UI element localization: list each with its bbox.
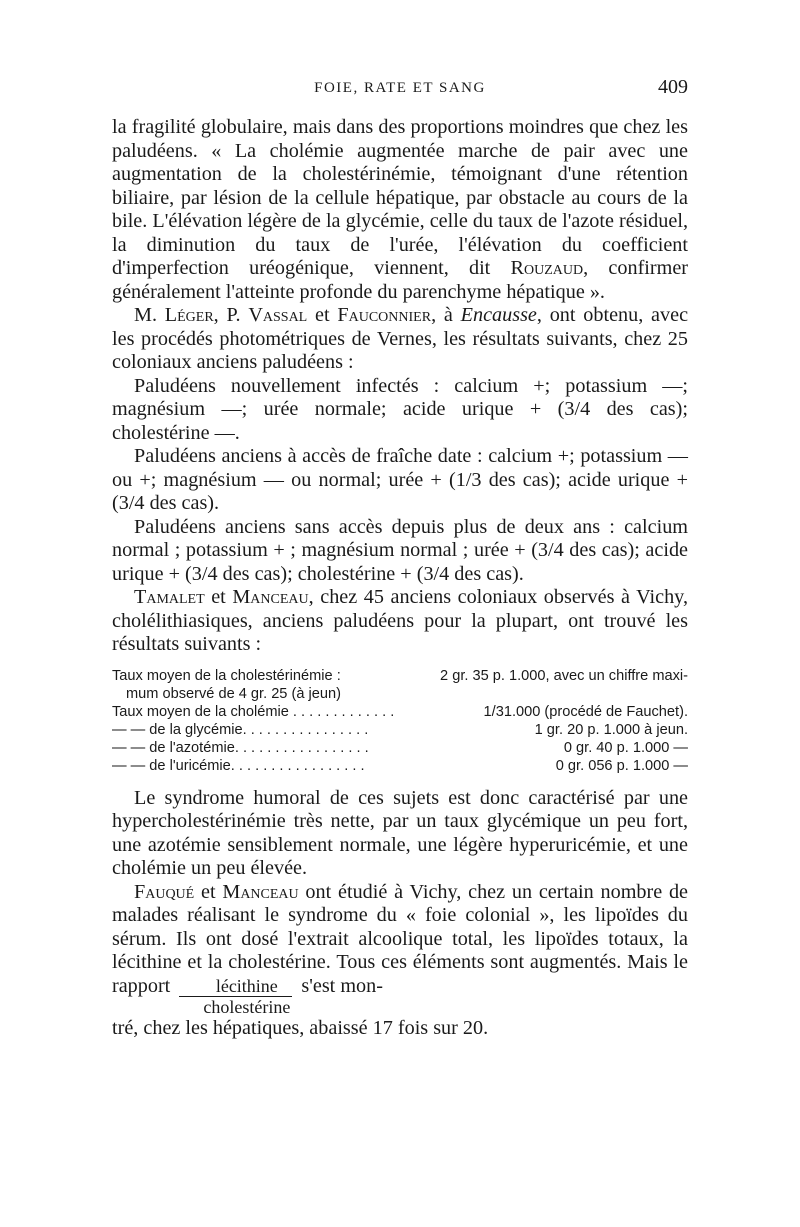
page-number: 409 [658, 76, 688, 98]
author-name: Tamalet [134, 586, 205, 608]
results-table [112, 667, 688, 775]
author-name: Manceau [222, 880, 299, 903]
ratio-fraction: $\frac{\text{lécithine}}{\text{cholestérine}}$ [179, 976, 292, 1017]
paragraph-2: M. Léger, P. Vassal et Fauconnier, à Encausse, ont obtenu, avec les procédés photométriques de Vernes, les résultats suivants, chez 25 coloniaux anciens paludéens : [112, 304, 689, 373]
paragraph-1: la fragilité globulaire, mais dans des proportions moindres que chez les paludéens. « La cholémie augmentée marche de pair avec une augmentation de la cholestérinémie, témoignant d'une rétention biliaire, par lésion de la cellule hépatique, par obstacle au cours de la bile. L'élévation légère de la glycémie, celle du taux de l'azote résiduel, la diminution du taux de l'urée, l'élévation du coefficient d'imperfection uréogénique, viennent, dit Rouzaud, confirmer généralement l'atteinte profonde du parenchyme hépatique ». [112, 116, 689, 303]
page-header [0, 76, 800, 104]
paragraph-8: Fauqué et Manceau ont étudié à Vichy, chez un certain nombre de malades réalisant le syndrome du « foie colonial », les lipoïdes du sérum. Ils ont dosé l'extrait alcoolique total, les lipoïdes totaux, la lécithine et la cholestérine. Tous ces éléments sont augmentés. Mais le rapport $\frac{\text{lécithine}}{\text{cholestérine}}$ s'est mon- [112, 880, 689, 1017]
table-row: Taux moyen de la cholémie . . . . . . . . . . . . . 1/31.000 (procédé de Fauchet). [112, 703, 688, 720]
author-name: Fauconnier [337, 304, 432, 326]
paragraph-5: Paludéens anciens sans accès depuis plus de deux ans : calcium normal ; potassium + ; magnésium normal ; urée + (3/4 des cas); acide urique + (3/4 des cas); cholestérine + (3/4 des cas). [112, 515, 688, 585]
paragraph-8-end: tré, chez les hépatiques, abaissé 17 fois sur 20. [112, 1016, 489, 1039]
paragraph-6: Tamalet et Manceau, chez 45 anciens coloniaux observés à Vichy, cholélithiasiques, anciens paludéens pour la plupart, ont trouvé les résultats suivants : [112, 586, 689, 655]
table-row: — — de la glycémie. . . . . . . . . . . . . . . . 1 gr. 20 p. 1.000 à jeun. [112, 721, 688, 738]
table-row: — — de l'uricémie. . . . . . . . . . . . . . . . . 0 gr. 056 p. 1.000 — [112, 757, 688, 774]
table-row: mum observé de 4 gr. 25 (à jeun) [126, 685, 341, 702]
table-row: — — de l'azotémie. . . . . . . . . . . . . . . . . 0 gr. 40 p. 1.000 — [112, 739, 688, 756]
italic-name: Encausse [460, 304, 537, 326]
paragraph-3: Paludéens nouvellement infectés : calcium +; potassium —; magnésium —; urée normale; acide urique + (3/4 des cas); cholestérine —. [112, 374, 688, 444]
paragraph-4: Paludéens anciens à accès de fraîche date : calcium +; potassium — ou +; magnésium — ou normal; urée + (1/3 des cas); acide urique + (3/4 des cas). [112, 445, 688, 514]
author-name: Léger [164, 304, 214, 326]
author-name: Fauqué [134, 880, 195, 903]
body-text [112, 116, 688, 1040]
table-row: Taux moyen de la cholestérinémie : 2 gr. 35 p. 1.000, avec un chiffre maxi- [112, 667, 688, 684]
running-head: FOIE, RATE ET SANG [314, 80, 486, 96]
author-name: Rouzaud [510, 257, 584, 279]
author-name: Vassal [248, 304, 308, 326]
paragraph-7: Le syndrome humoral de ces sujets est donc caractérisé par une hypercholestérinémie très nette, par un taux glycémique un peu fort, une azotémie sensiblement normale, une légère hyperuricémie, et une cholémie un peu élevée. [112, 786, 688, 879]
author-name: Manceau [232, 586, 309, 608]
